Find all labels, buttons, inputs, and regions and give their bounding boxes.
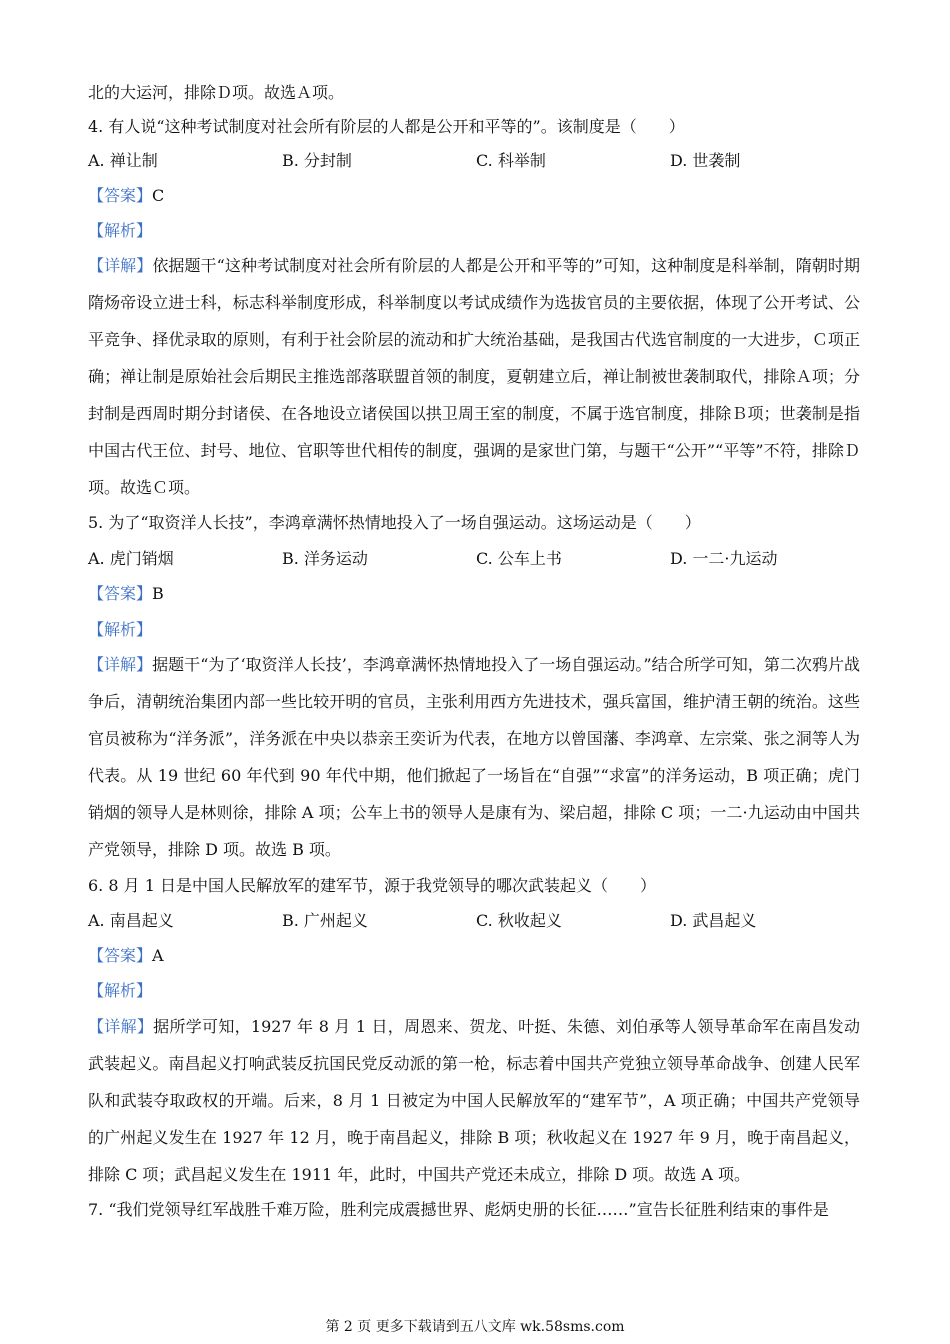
answer-value: B xyxy=(152,584,164,603)
page-footer: 第 2 页 更多下载请到五八文库 wk.58sms.com xyxy=(325,1319,625,1335)
option-a: A. 禅让制 xyxy=(88,151,158,170)
option-d: D. 世袭制 xyxy=(670,151,741,170)
detail-text: 依据题干“这种考试制度对社会所有阶层的人都是公开和平等的”可知，这种制度是科举制，隋朝时期隋炀帝设立进士科，标志科举制度形成，科举制度以考试成绩作为选拔官员的主要依据，体现了公开考试、公平竞争、择优录取的原则，有利于社会阶层的流动和扩大统治基础，是我国古代选官制度的一大进步，Ｃ项正确；禅让制是原始社会后期民主推选部落联盟首领的制度，夏朝建立后，禅让制被世袭制取代，排除Ａ项；分封制是西周时期分封诸侯、在各地设立诸侯国以拱卫周王室的制度，不属于选官制度，排除Ｂ项；世袭制是指中国古代王位、封号、地位、官职等世代相传的制度，强调的是家世门第，与题干“公开”“平等”不符，排除Ｄ项。故选Ｃ项。 xyxy=(88,256,860,497)
option-b: B. 分封制 xyxy=(282,151,352,170)
question-6-options xyxy=(88,911,888,931)
detail-text: 据所学可知，1927 年 8 月 1 日，周恩来、贺龙、叶挺、朱德、刘伯承等人领导革命军在南昌发动武装起义。南昌起义打响武装反抗国民党反动派的第一枪，标志着中国共产党独立领导革命战争、创建人民军队和武装夺取政权的开端。后来，8 月 1 日被定为中国人民解放军的“建军节”，A 项正确；中国共产党领导的广州起义发生在 1927 年 12 月，晚于南昌起义，排除 B 项；秋收起义在 1927 年 9 月，晚于南昌起义，排除 C 项；武昌起义发生在 1911 年，此时，中国共产党还未成立，排除 D 项。故选 A 项。 xyxy=(88,1017,860,1184)
option-a: A. 南昌起义 xyxy=(88,911,174,930)
question-5-detail xyxy=(88,646,860,868)
question-6-stem: 6. 8 月 1 日是中国人民解放军的建军节，源于我党领导的哪次武装起义（ ） xyxy=(88,876,656,895)
analysis-tag: 【解析】 xyxy=(88,620,153,639)
detail-text: 据题干“为了‘取资洋人长技’，李鸿章满怀热情地投入了一场自强运动。”结合所学可知，第二次鸦片战争后，清朝统治集团内部一些比较开明的官员，主张利用西方先进技术，强兵富国，维护清王朝的统治。这些官员被称为“洋务派”，洋务派在中央以恭亲王奕䜣为代表，在地方以曾国藩、李鸿章、左宗棠、张之洞等人为代表。从 19 世纪 60 年代到 90 年代中期，他们掀起了一场旨在“自强”“求富”的洋务运动，B 项正确；虎门销烟的领导人是林则徐，排除 A 项；公车上书的领导人是康有为、梁启超，排除 C 项；一二·九运动由中国共产党领导，排除 D 项。故选 B 项。 xyxy=(88,655,860,859)
question-4-stem: 4. 有人说“这种考试制度对社会所有阶层的人都是公开和平等的”。该制度是（ ） xyxy=(88,117,685,136)
question-6-answer xyxy=(88,946,164,966)
detail-tag: 【详解】 xyxy=(88,655,153,674)
detail-tag: 【详解】 xyxy=(88,256,153,275)
answer-value: C xyxy=(152,186,165,205)
option-b: B. 广州起义 xyxy=(282,911,368,930)
option-c: C. 科举制 xyxy=(476,151,546,170)
question-5-answer xyxy=(88,584,164,604)
option-b: B. 洋务运动 xyxy=(282,549,368,568)
question-4-analysis-tag xyxy=(88,221,152,241)
analysis-tag: 【解析】 xyxy=(88,221,153,240)
question-7-stem: 7. “我们党领导红军战胜千难万险，胜利完成震撼世界、彪炳史册的长征……”宣告长征胜利结束的事件是 xyxy=(88,1200,829,1219)
question-6-detail xyxy=(88,1008,860,1193)
answer-tag: 【答案】 xyxy=(88,946,153,965)
question-5-analysis-tag xyxy=(88,620,152,640)
question-5-stem: 5. 为了“取资洋人长技”，李鸿章满怀热情地投入了一场自强运动。这场运动是（ ） xyxy=(88,513,701,532)
option-d: D. 武昌起义 xyxy=(670,911,757,930)
question-4-detail xyxy=(88,247,860,506)
option-a: A. 虎门销烟 xyxy=(88,549,174,568)
question-5-options xyxy=(88,549,888,569)
question-4-answer xyxy=(88,186,164,206)
detail-tag: 【详解】 xyxy=(88,1017,154,1036)
option-d: D. 一二·九运动 xyxy=(670,549,778,568)
answer-tag: 【答案】 xyxy=(88,584,153,603)
analysis-tag: 【解析】 xyxy=(88,981,153,1000)
question-6-analysis-tag xyxy=(88,981,152,1001)
question-4-options xyxy=(88,151,888,171)
option-c: C. 公车上书 xyxy=(476,549,562,568)
answer-value: A xyxy=(152,946,164,965)
option-c: C. 秋收起义 xyxy=(476,911,562,930)
intro-line: 北的大运河，排除Ｄ项。故选Ａ项。 xyxy=(88,83,345,102)
answer-tag: 【答案】 xyxy=(88,186,153,205)
